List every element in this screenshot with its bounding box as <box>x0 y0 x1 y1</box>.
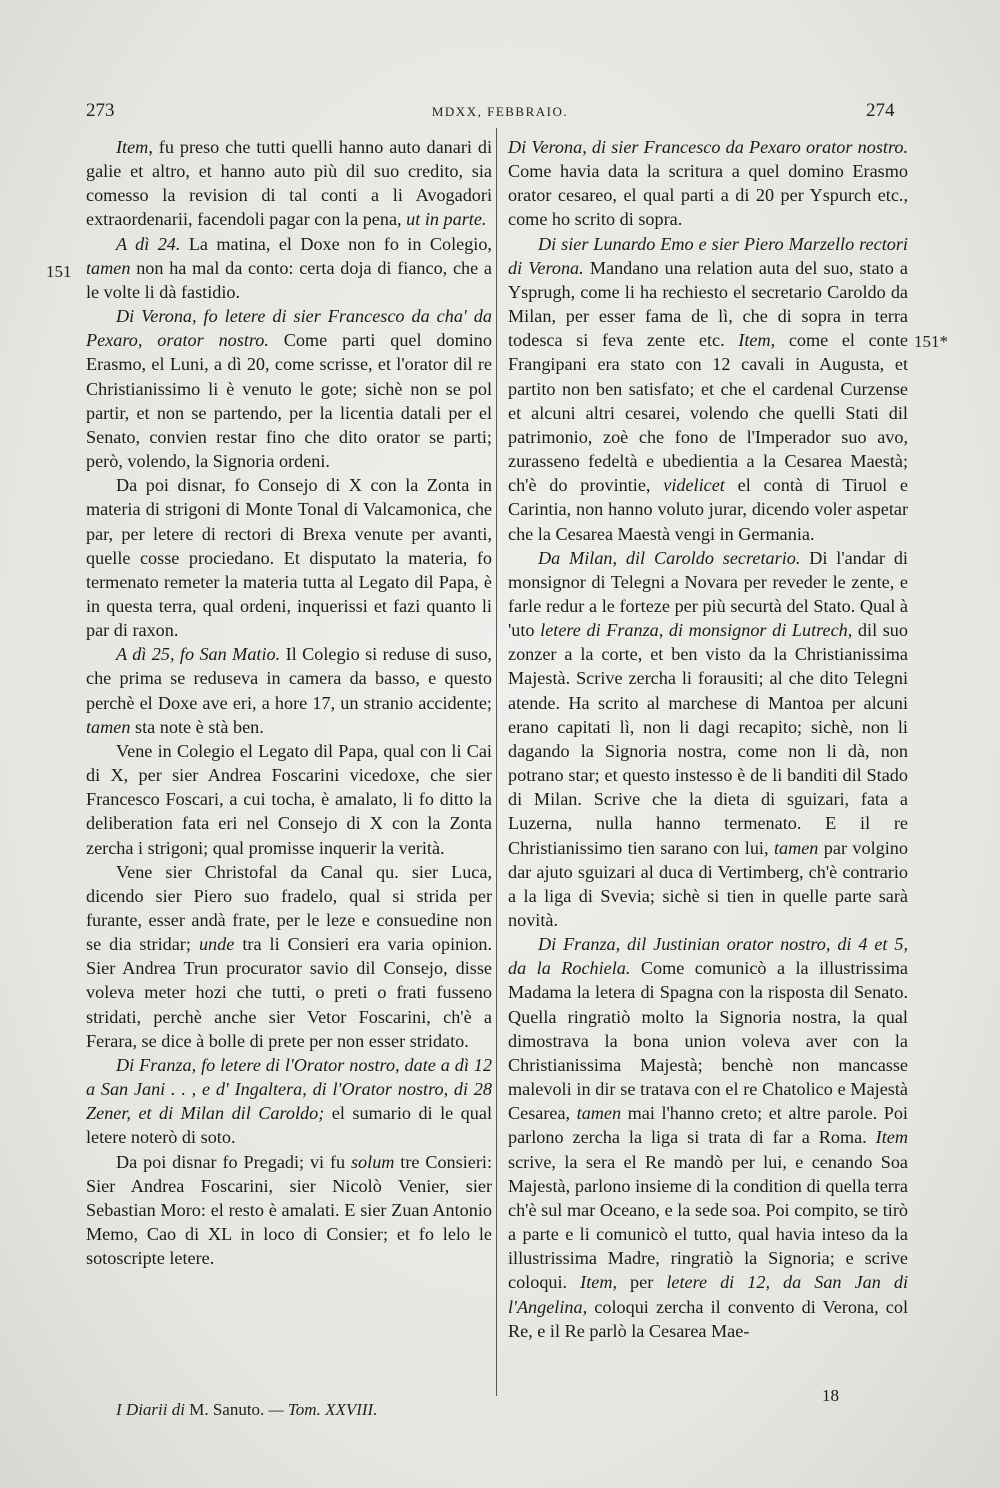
italic-text: Item <box>116 137 149 157</box>
text: La matina, el Doxe non fo in Colegio, <box>180 233 492 254</box>
italic-text: ut in parte. <box>406 209 487 230</box>
text: par volgino dar ajuto sguizari al duca di Vertimberg, ch'è contrario a la liga di Svevia; sichè si tien in quelle parte sarà novità. <box>508 837 908 930</box>
paragraph <box>508 546 908 933</box>
italic-text: unde <box>198 934 235 955</box>
text: Vene sier Christofal da Canal qu. sier Luca, dicendo sier Piero suo fradelo, qual si strida per furante, esser andà frate, per le leze e consuedine non se dia stridar; <box>86 861 492 955</box>
paragraph <box>86 642 492 739</box>
italic-text: tamen <box>773 837 819 858</box>
italic-text: tamen <box>86 257 131 278</box>
text: mai l'hanno creto; et altre parole. Poi parlono zercha la liga si trata di far a Roma. <box>508 1103 908 1148</box>
text: tra li Consieri era varia opinion. Sier Andrea Trun procurator savio dil Consejo, disse voleva meter hozi che tutti, o preti o frati fusseno stridati, perchè anche sier Vetor Foscarini, ch'è a Ferara, se dice à bolle di prete per non esser stridato. <box>86 934 493 1051</box>
text: , come el conte Frangipani era stato con 12 cavali in Augusta, et partito non ben satisfato; et che el cardenal Curzense et alcuni altri cesarei, volendo che quelli Stati dil patrimonio, zoè che fono de l'Imperador suo avo, zurasseno fedeltà e ubedientia a la Cesarea Maestà; ch'è do provintie, <box>508 330 908 496</box>
text: el contà di Tiruol e Carintia, non hanno voluto jurar, dicendo voler aspetar che la Cesarea Maestà vengi in Germania. <box>508 475 908 544</box>
margin-note-left: 151 <box>46 262 72 281</box>
italic-text: letere di Franza, di monsignor di Lutrech, <box>540 620 853 641</box>
text: Vene in Colegio el Legato dil Papa, qual con li Cai di X, per sier Andrea Foscarini vicedoxe, che sier Francesco Foscari, a cui tocha, è amalato, li fo ditto la deliberation fata eri nel Consejo di X con la Zonta zercha i strigoni; qual promisse inquerir la verità. <box>86 740 492 858</box>
italic-text: Item <box>875 1127 908 1148</box>
paragraph <box>508 932 908 1343</box>
italic-text: A dì 24. <box>116 233 181 254</box>
text: , fu preso che tutti quelli hanno auto danari di galie et altro, et hanno auto più dil suo credito, sia comesso la revision di tal conti a li Avogadori extraordenarii, facendoli pagar con la pena, <box>86 137 492 230</box>
italic-text: Item, <box>580 1272 618 1293</box>
italic-text: Di Verona, fo letere di sier Francesco da cha' da Pexaro, orator nostro. <box>86 306 492 351</box>
text: sta note è stà ben. <box>130 716 264 737</box>
column-divider <box>496 128 497 1396</box>
margin-note-right: 151* <box>914 332 948 351</box>
page-number-right: 274 <box>866 100 895 121</box>
text: Il Colegio si reduse di suso, che prima se reduseva in camera da basso, e questo perchè el Doxe ave eri, a hore 17, un stranio accidente; <box>86 644 492 713</box>
text: scrive, la sera el Re mandò per lui, e cenando Soa Majestà, parlono insieme di la condition di quella terra ch'è sul mar Oceano, e la sede soa. Poi compito, se tirò a parte e li comunicò el tutto, qual havia inteso da la illustrissima Madre, ringratiò la Signoria; e scrive coloqui. <box>508 1151 908 1293</box>
text: Da poi disnar, fo Consejo di X con la Zonta in materia di strigoni di Monte Tonal di Valcamonica, che par, per letere di rectori di Brexa venute per avanti, quelle cosse prociedano. Et disputato la materia, fo termenato remeter la materia tutta al Legato dil Papa, è in questa terra, qual ordeni, inquerissi et fazi quanto li par di raxon. <box>86 475 492 641</box>
text: Come havia data la scritura a quel domino Erasmo orator cesareo, el qual parti a di 20 per Yspurch etc., come ho scrito di sopra. <box>508 161 908 230</box>
italic-text: Da Milan, dil Caroldo secretario. <box>538 547 801 568</box>
text: el sumario di le qual letere noterò di soto. <box>86 1103 492 1148</box>
paragraph <box>86 473 492 642</box>
footer-volume: — Tom. XXVIII. <box>268 1400 378 1419</box>
paragraph <box>86 1150 492 1271</box>
italic-text: Di Franza, fo letere di l'Orator nostro, date a dì 12 a San Jani . . , e d' Ingaltera, di l'Orator nostro, di 28 Zener, et di Milan dil Caroldo; <box>86 1054 492 1124</box>
right-column <box>508 135 908 1343</box>
paragraph <box>86 304 492 473</box>
italic-text: letere di 12, da San Jan di l'Angelina, <box>508 1272 908 1317</box>
paragraph <box>508 232 908 546</box>
paragraph <box>86 739 492 860</box>
text: Come comunicò a la illustrissima Madama la letera di Spagna con la risposta dil Senato. Quella ringratiò molto la Signoria nostra, la qual dimostrava la bona union voleva aver con la Christianissima Majestà; benchè non mancasse malevoli in dir se tratava con el re Chatolico e Majestà Cesarea, <box>508 958 908 1124</box>
italic-text: videlicet <box>663 475 725 496</box>
paragraph <box>86 860 492 1053</box>
italic-text: Di Franza, dil Justinian orator nostro, di 4 et 5, da la Rochiela. <box>508 934 908 979</box>
running-title: MDXX, FEBBRAIO. <box>431 104 569 119</box>
text: dil suo zonzer a la corte, et ben visto da la Christianissima Majestà. Scrive zercha li forausiti; al che dito Telegni atende. Ha scrito al marchese di Mantoa per alcuni erano capitati lì, non li dagi recapito; sichè, non li dagando la Signoria nostra, come non li dà, non potrano star; et questo instesso è de li banditi dil Stado di Milan. Scrive che la dieta di sguizari, fata a Luzerna, nulla hanno termenato. E il re Christianissimo tien sarano con lui, <box>508 620 908 858</box>
italic-text: Di sier Lunardo Emo e sier Piero Marzello rectori di Verona. <box>508 233 908 278</box>
italic-text: Di Verona, di sier Francesco da Pexaro orator nostro. <box>508 137 908 157</box>
text: Mandano una relation auta del suo, stato a Ysprugh, come li ha rechiesto el secretario Caroldo da Milan, per esser fama de lì, che di sopra in terra todesca si feva zente etc. <box>508 257 909 351</box>
footer-title: I Diarii di <box>116 1400 185 1419</box>
page-number-left: 273 <box>86 100 115 121</box>
italic-text: tamen <box>576 1103 622 1124</box>
left-column <box>86 135 492 1270</box>
text: Come parti quel domino Erasmo, el Luni, a dì 20, come scrisse, et l'orator dil re Christianissimo li è venuto le gote; sichè non se pol partir, et non se partendo, per la licentia datali per el Senato, convien restar fino che dito orator se parti; però, volendo, la Signoria ordeni. <box>86 330 492 472</box>
italic-text: A dì 25, fo San Matio. <box>116 644 281 665</box>
text: tre Consieri: Sier Andrea Foscarini, sier Nicolò Venier, sier Sebastian Moro: el resto è amalati. E sier Zuan Antonio Memo, Cao di XL in loco di Consier; et fo lelo le sotoscripte letere. <box>86 1151 493 1269</box>
italic-text: tamen <box>86 716 131 737</box>
italic-text: Item <box>738 330 771 351</box>
page-footer <box>116 1400 377 1420</box>
paragraph <box>508 135 908 232</box>
text: per <box>617 1272 667 1293</box>
paragraph <box>86 232 492 304</box>
text: Di l'andar di monsignor di Telegni a Novara per reveder le zente, e farle redur a le forteze per più securtà del Stato. Qual à 'uto <box>508 547 908 641</box>
text: coloqui zercha il convento di Verona, col Re, e il Re parlò la Cesarea Mae- <box>508 1296 908 1341</box>
footer-author: M. Sanuto. <box>189 1400 265 1419</box>
signature-mark: 18 <box>822 1386 839 1405</box>
italic-text: solum <box>350 1151 395 1172</box>
paragraph <box>86 1053 492 1150</box>
text: Da poi disnar fo Pregadi; vi fu <box>116 1151 351 1172</box>
paragraph <box>86 135 492 232</box>
text: non ha mal da conto: certa doja di fianco, che a le volte li dà fastidio. <box>86 257 492 302</box>
